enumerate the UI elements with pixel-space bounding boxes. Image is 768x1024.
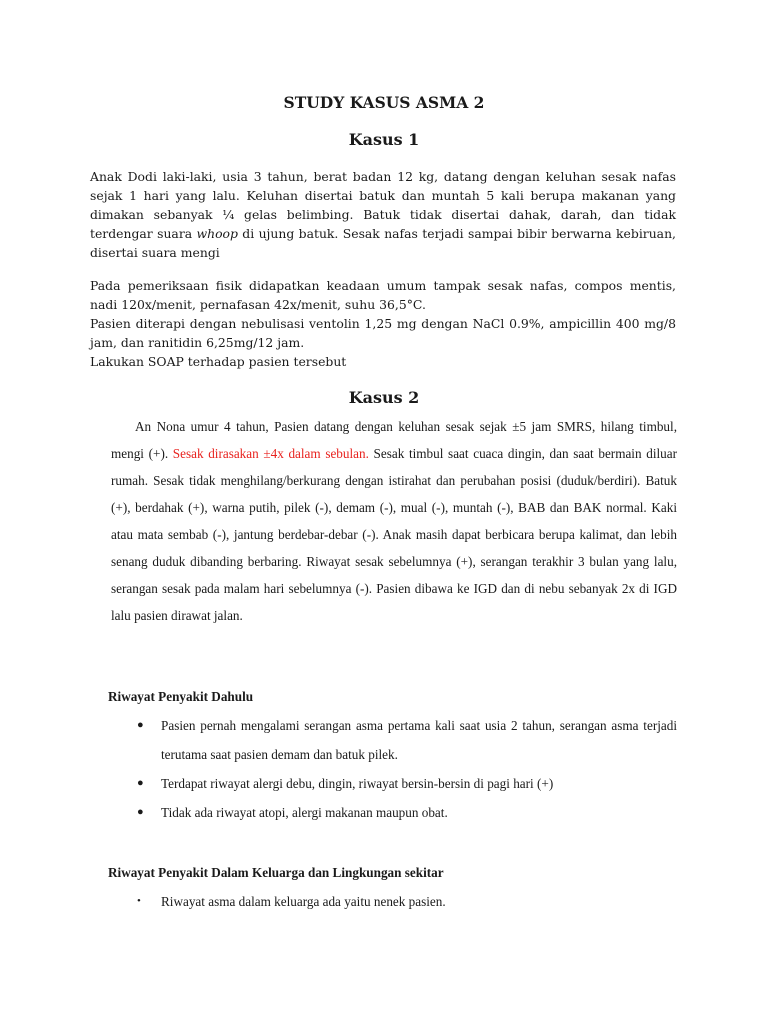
- paragraph-line: Pada pemeriksaan fisik didapatkan keadaan umum tampak sesak nafas, compos mentis,: [90, 278, 676, 293]
- rpd-heading: Riwayat Penyakit Dahulu: [108, 689, 254, 704]
- rpk-heading: Riwayat Penyakit Dalam Keluarga dan Lingkungan sekitar: [108, 865, 444, 880]
- rpd-list: [131, 711, 677, 827]
- list-item: [131, 798, 677, 827]
- paragraph-line: dimakan sebanyak ¼ gelas belimbing. Batuk tidak disertai dahak, darah, dan tidak: [90, 207, 676, 222]
- rpk-list: [131, 887, 677, 916]
- kasus2-heading: Kasus 2: [348, 388, 420, 407]
- bullet-icon: ●: [137, 777, 144, 789]
- emphasis-whoop: whoop: [196, 226, 238, 241]
- bullet-icon: •: [137, 895, 141, 907]
- list-item-text: Tidak ada riwayat atopi, alergi makanan maupun obat.: [161, 805, 448, 820]
- highlight-text: Sesak dirasakan ±4x dalam sebulan.: [172, 446, 369, 461]
- text-run: terdengar suara: [90, 226, 197, 241]
- list-item-text: Riwayat asma dalam keluarga ada yaitu nenek pasien.: [161, 894, 446, 909]
- paragraph-line: Pasien diterapi dengan nebulisasi ventolin 1,25 mg dengan NaCl 0.9%, ampicillin 400 mg/8: [90, 316, 676, 331]
- bullet-icon: ●: [137, 719, 144, 731]
- kasus1-paragraph-1: [90, 167, 676, 262]
- paragraph-line: [90, 224, 676, 243]
- list-item-text: Pasien pernah mengalami serangan asma pertama kali saat usia 2 tahun, serangan asma terjadi terutama saat pasien demam dan batuk pilek.: [161, 718, 677, 762]
- paragraph-line: sejak 1 hari yang lalu. Keluhan disertai batuk dan muntah 5 kali berupa makanan yang: [90, 188, 676, 203]
- text-run: di ujung batuk. Sesak nafas terjadi sampai bibir berwarna kebiruan,: [237, 226, 676, 241]
- text-run: Sesak timbul saat cuaca dingin, dan saat bermain diluar rumah. Sesak tidak menghilang/berkurang dengan istirahat dan perubahan posisi (duduk/berdiri). Batuk (+), berdahak (+), warna putih, pilek (-), demam (-), mual (-), muntah (-), BAB dan BAK normal. Kaki atau mata sembab (-), jantung berdebar-debar (-). Anak masih dapat berbicara berupa kalimat, dan lebih senang duduk dibanding berbaring. Riwayat sesak sebelumnya (+), serangan terakhir 3 bulan yang lalu, serangan sesak pada malam hari sebelumnya (-). Pasien dibawa ke IGD dan di nebu sebanyak 2x di IGD lalu pasien dirawat jalan.: [111, 446, 677, 623]
- paragraph-line: jam, dan ranitidin 6,25mg/12 jam.: [90, 335, 305, 350]
- paragraph-line: Anak Dodi laki-laki, usia 3 tahun, berat badan 12 kg, datang dengan keluhan sesak nafas: [90, 169, 676, 184]
- document-title: STUDY KASUS ASMA 2: [283, 93, 485, 112]
- paragraph-line: nadi 120x/menit, pernafasan 42x/menit, suhu 36,5°C.: [90, 297, 426, 312]
- paragraph-line: Lakukan SOAP terhadap pasien tersebut: [90, 354, 347, 369]
- list-item: [131, 769, 677, 798]
- kasus2-paragraph: [111, 413, 677, 629]
- bullet-icon: ●: [137, 806, 144, 818]
- kasus1-heading: Kasus 1: [348, 130, 420, 149]
- kasus2-body: [111, 413, 677, 629]
- list-item: [131, 711, 677, 769]
- text-run: An Nona umur 4 tahun, Pasien datang dengan keluhan sesak sejak ±5 jam SMRS, hilang timbul, mengi (+).: [111, 419, 677, 461]
- list-item-text: Terdapat riwayat alergi debu, dingin, riwayat bersin-bersin di pagi hari (+): [161, 776, 554, 791]
- kasus1-paragraph-2: [90, 276, 676, 371]
- paragraph-line: disertai suara mengi: [90, 245, 220, 260]
- list-item: [131, 887, 677, 916]
